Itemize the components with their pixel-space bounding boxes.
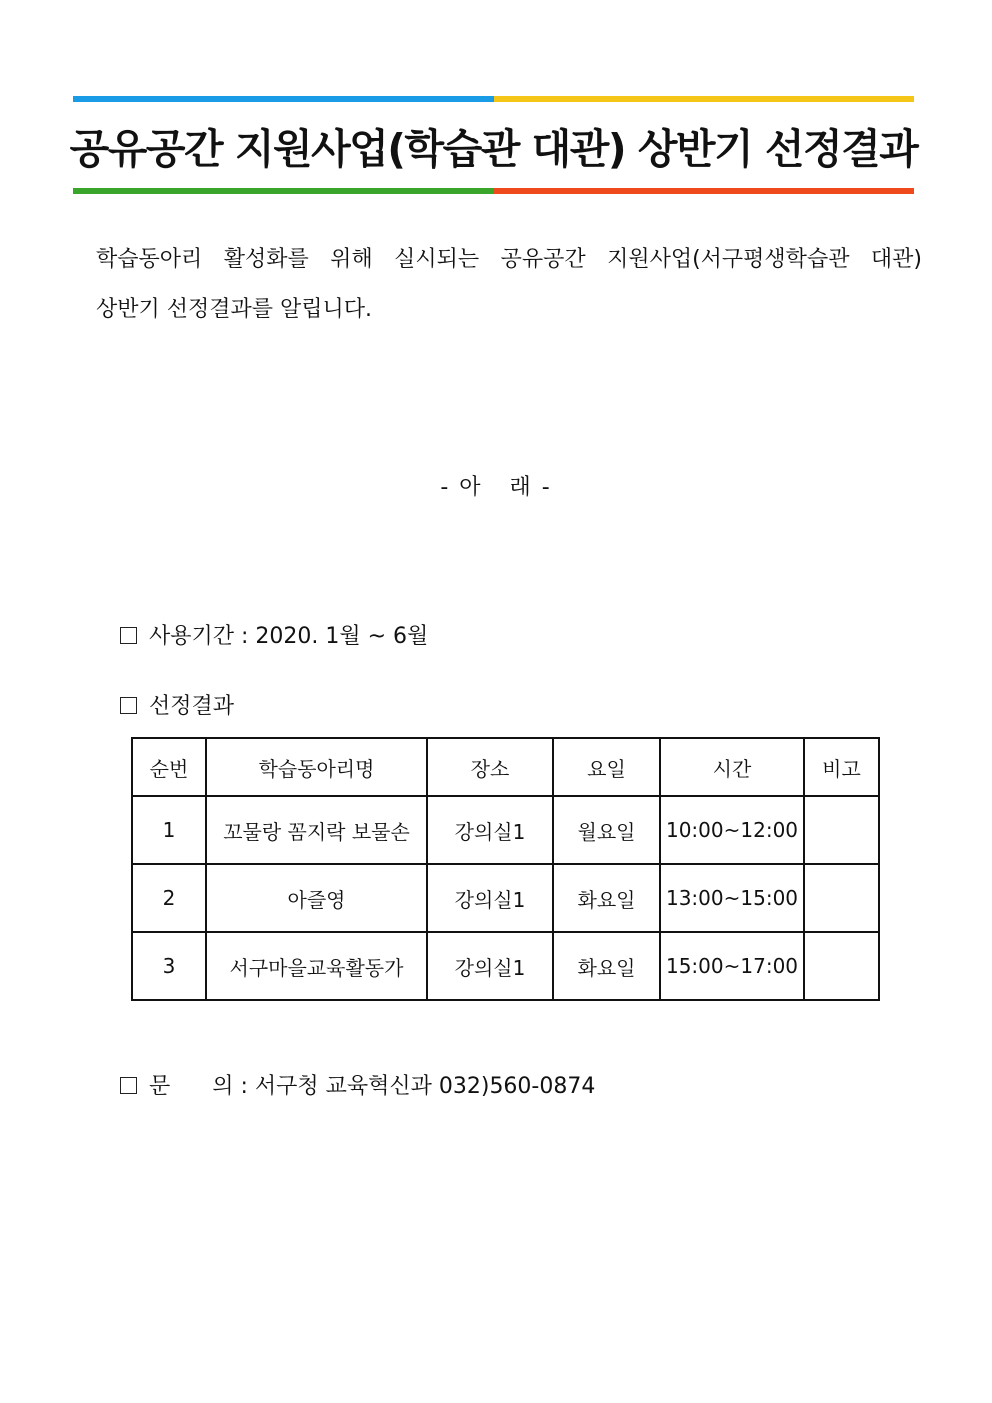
cell-day: 월요일 [553,796,660,864]
table-header-row [132,738,879,796]
header-no: 순번 [132,738,206,796]
result-table [131,737,880,1001]
table-row [132,932,879,1000]
title-bar-bottom-right [494,188,914,194]
intro-line-2: 상반기 선정결과를 알립니다. [96,297,373,322]
cell-club-name: 꼬물랑 꼼지락 보물손 [206,796,427,864]
header-place: 장소 [427,738,553,796]
cell-day: 화요일 [553,864,660,932]
cell-day: 화요일 [553,932,660,1000]
contact-section [106,1044,595,1100]
table-row [132,864,879,932]
cell-note [804,864,879,932]
intro-line-1: 학습동아리 활성화를 위해 실시되는 공유공간 지원사업(서구평생학습관 대관) [96,247,922,272]
cell-no: 1 [132,796,206,864]
period-label: 사용기간 : 2020. 1월 ~ 6월 [149,624,429,649]
header-day: 요일 [553,738,660,796]
checkbox-square-icon [120,627,137,644]
cell-note [804,932,879,1000]
title-bar-bottom-left [73,188,494,194]
contact-label: 문 의 : 서구청 교육혁신과 032)560-0874 [149,1074,596,1099]
cell-place: 강의실1 [427,932,553,1000]
cell-no: 2 [132,864,206,932]
cell-club-name: 서구마을교육활동가 [206,932,427,1000]
header-time: 시간 [660,738,804,796]
result-section [106,664,234,720]
checkbox-square-icon [120,697,137,714]
cell-club-name: 아즐영 [206,864,427,932]
header-note: 비고 [804,738,879,796]
title-banner [69,96,918,194]
result-label: 선정결과 [149,694,235,719]
cell-time: 10:00~12:00 [660,796,804,864]
header-club-name: 학습동아리명 [206,738,427,796]
table-row [132,796,879,864]
page-title: 공유공간 지원사업(학습관 대관) 상반기 선정결과 [69,124,918,173]
checkbox-square-icon [120,1077,137,1094]
cell-time: 13:00~15:00 [660,864,804,932]
period-section [106,594,428,650]
cell-no: 3 [132,932,206,1000]
cell-place: 강의실1 [427,864,553,932]
below-marker: - 아 래 - [440,475,552,500]
cell-place: 강의실1 [427,796,553,864]
cell-note [804,796,879,864]
cell-time: 15:00~17:00 [660,932,804,1000]
